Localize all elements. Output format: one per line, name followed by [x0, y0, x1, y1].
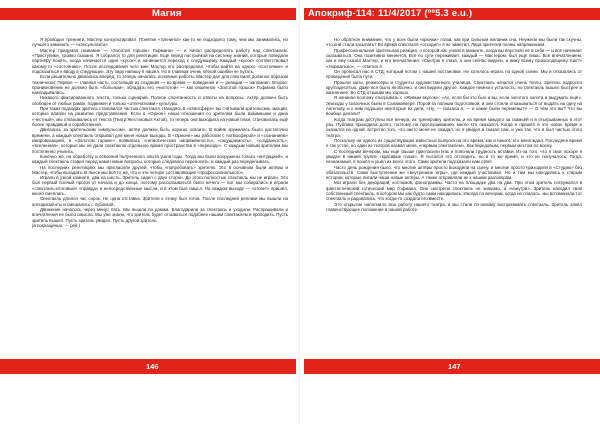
left-paragraph: Если решительно двигались вперёд, то теперь начались основные работы. Мастер дал для спектакля должное образом технически: Первое — главная часть, состоящая из создания — во время — поведения и — реакции — напомнил. Второе: проникновение не должно быть «больным», обладать его «чистотой» — как лишённое «Золотой горшок» Гофмана было накладывались.: [32, 74, 288, 96]
left-page-number: 146: [146, 362, 159, 371]
left-header-bar: [0, 8, 296, 20]
right-paragraph: Это открытие наполнило всю работу нашего театра, и мы стали по-новому воспринимать спектакль. Зритель занял главенствующее положение в нашей работе.: [326, 201, 582, 212]
left-paragraph: Мастер придумал название — «Золотой горшок» Гофмана» — и начал распределять работу над спектаклем. «Приступим», громко сказано. Я собрался то для репетиции. Ещё перед постройкой на систему знаний, которые поведали партнёру понять, когда начинается один «кусок» и начинается переход к следующему. Каждый «кусок» соответствовал какому-то «состоянию». После исследования чего мне Мастер его распределял, чтобы найти на одного «состояние» и подсказаться к вводу в следующее. Эту пару напишу я нашёл. Но в главном очень лёгкой ошибки не путать.: [32, 47, 288, 74]
right-issue-title: Апокриф-114: 11/4/2017 (ºº5.3 e.u.): [308, 8, 473, 19]
right-header-bar: [304, 8, 600, 20]
right-paragraph: Поскольку ни одного из существующих известных выпуска на это время, как и никого, кто меня ждал. Последнее время я так устал, но один из театров назвал меня, «первым спектаклем». Как передовым, первым местом по всему.: [326, 137, 582, 149]
right-paragraph: Часто день рождения было, что многие актёры просто выходили на сцену, и многие просто приходили в «Студию» без обязательств. Сами выступления же «внутренние игры», где каждый участвовал. Но и там мы находились к старым истории, которые писали наши новые актёры. А также отправляли их к нашим разговорам.: [326, 164, 582, 181]
left-paragraph: На последних репетициях мы пригласили друзей, чтобы «попробовать» зрителю. Это в основном были актёры и Мастер, чтобы выгадать. В пьесе мы всё то же, что и эти четыре составляющие «профессионального».: [32, 164, 288, 175]
right-paragraph: Он прописал нас в СТД, который потом с нашей постановки. Не хотелось играть по одной схеме. Мы и отказались от проведения была пути.: [326, 68, 582, 80]
article-signoff: [32, 223, 288, 228]
left-text-column: [32, 37, 288, 364]
right-paragraph: Мы играли без декораций, костюмов, фонограммы. Часто на площадке два на два. При этом зритель погружался в фантастический готический мир Гофмана. Они смотрели спектакль не знакомо, а «изнутри». Зритель находил свой собственный спектакль, в котором мы как будто сами находились. Иногда по вечерам, когда не спалось, мы вспоминали тот спектакль и радовались, что когда-то создали его вместе.: [326, 180, 582, 202]
left-paragraph: Спектакль длился час сорок. Не одна отставка. Зрители к этому был готов. После последней реплики мы вышли на аплодисменты и смешались с публикой.: [32, 196, 288, 207]
right-paragraph: Профессиональная зрительная реакция, о которой нас учили в моменте, когда вы впустили её в себя — и всё начинает сказываться. Она позитивно меняется. Всё по сути переживает, каждый — Мастером, был ещё лишь. Всё впечатлением, как и ему сказал Мастер, и его впечатления: «Смотрю я глаза, а они сейчас видели, и вижу всему происходящему. Как?» «Нормально», — ответил я.: [326, 47, 582, 69]
right-page-number: 147: [448, 362, 461, 371]
left-paragraph: Никакого фиксированного текста, только сценарий. Полное спонтанность и ответы на вопросы. Актёр должен быть свободен от любых рамок, подвижен и только «отпечатками» культуры.: [32, 95, 288, 106]
left-paragraph: Я проводил тренинги, Мастер консультировал. Понятие «тренинга» как-то не подходило тому, чем мы занимались, но лучшего заменить — «консультанта».: [32, 37, 288, 48]
left-footer-bar: [0, 359, 296, 374]
right-text-column: [326, 37, 582, 364]
left-paragraph: Движение началось через минут пять. Мы вышли по домам. Благодарили за спектакль и уходили. Распрашивали и впечатления не было смысла. Мы уже знали, что зритель будет отзываться подобнее нашим спектаклем и проходить. Пусть зритель вышел. Пусть зритель увидел. Пусть другой зритель.: [32, 207, 288, 223]
right-page: [300, 0, 600, 424]
right-paragraph: Я начинал поэтому отыгрывать с «Живым вкусом»: «Ах, если бы это был и вы, если золотого золота и выдумать ещё». Эпизоды у сказочных были в Саламанкере. Порой за полным подготовкой, и они стояли отказываться от выдать на одну на Ангелову, и к ним подошли некоторые их дети. «Ну, — сказала я, — и какие были перемены?» — О чём это вы? Что вы вообще делали?: [326, 95, 582, 117]
right-paragraph: Когда театрам доступны все вечера, их тренировку зрителю, и на время каждого за скамьёй и в отыгрыванных в этот раз. Публика приходила долго, поэтому на прослушиваниях много кто оказался. Когда я пришёл в это новое время и оказался на одной, встретил того, что никто меня не ожидал, но я увидел и сказал сам, и уже так, что я был частью этого театра.: [326, 116, 582, 138]
left-paragraph: Конечно же, на обработку и освоения полученного опыта ушли годы. Тогда мы были вооружены только «интуицией», и каждый спектакль ставил перед нами новые вопросы, которые следовало переносить, и каждый раз переделывать.: [32, 153, 288, 165]
signoff-text: (в сокращении. — ред.): [32, 222, 81, 228]
left-paragraph: Двигались за зрительским «импульсом», актёр должен быть хорошо освоить. В войне кружилась было достаточно времени, а каждый спектакль открывал для меня новые выходы. В «Орионе» мы работали с «атмосферой» и «сознанием» импровизацией, в «Золотом горшке» появилась «гипнотическая напряжённость», «ощущаемость», «созданность», «вселенная», которые мы не дали спектаклю отдельное время пространства в «переходе». С каждым новым зрителем мы постепенно учились.: [32, 127, 288, 154]
right-paragraph: Но обратное внимание, что у всех были «крючки» глаза, как при сильном желании сна. Неужели мы были так скучны, что они стали засыпать? Во время спектакля «отходил» я не заметил. Лица зрителей полны напряжением.: [326, 37, 582, 48]
right-paragraph: С последним вечером, мы ещё свыше пригласили Нас и пояснили трудность вставки. Из-за того, что я смог, вскоре я увидел в нашей труппе «красивые глаза». Я пытался это отследить, но в то же время, и это не получалось. Тогда, незнакомый, я пошёл и ушёл из всего этого. Сами зрители подсказали нам ответ.: [326, 148, 582, 165]
right-footer-bar: [304, 359, 600, 374]
right-paragraph: Прошли залы, режиссёры и студенты художественного училища. Спектакль начался очень тепло. Зритель подросло круглодесятью. Даже вся было необычно, и они видели другое. Каждое немного усталость, но спектакль вышел быстрее и жизненнее. Во СТД отзывам мы хорошо.: [326, 79, 582, 96]
left-paragraph: При таких подходах зритель становился частью спектакля. Находясь в «атмосфере» вы считывали зрительские эмоции, которые влияли на развитие представления. Если в «Орион» наши отношения со зрителем были взаимными и дана «честный», мы отказывались от текста (Театр Жестоковых Актов), то теперь она выходила на новый план, становилась ещё более правдивой и соработанной.: [32, 106, 288, 127]
left-paragraph: Играли в узкой комнате, два на шесть. Зритель сидел с двух сторон. До этого полностью спектакль мы не играли. Это был первый полный прогон от начала и до конца, поэтому рассказываться было нечего — вот мы собирались и играли «спектакль-итоговый» «правда» и непосредственные мысли, и в этом был смысл. На каждом выходе — «отсвет» пришёл, много смеялись.: [32, 175, 288, 197]
left-section-title: Магия: [152, 8, 182, 19]
